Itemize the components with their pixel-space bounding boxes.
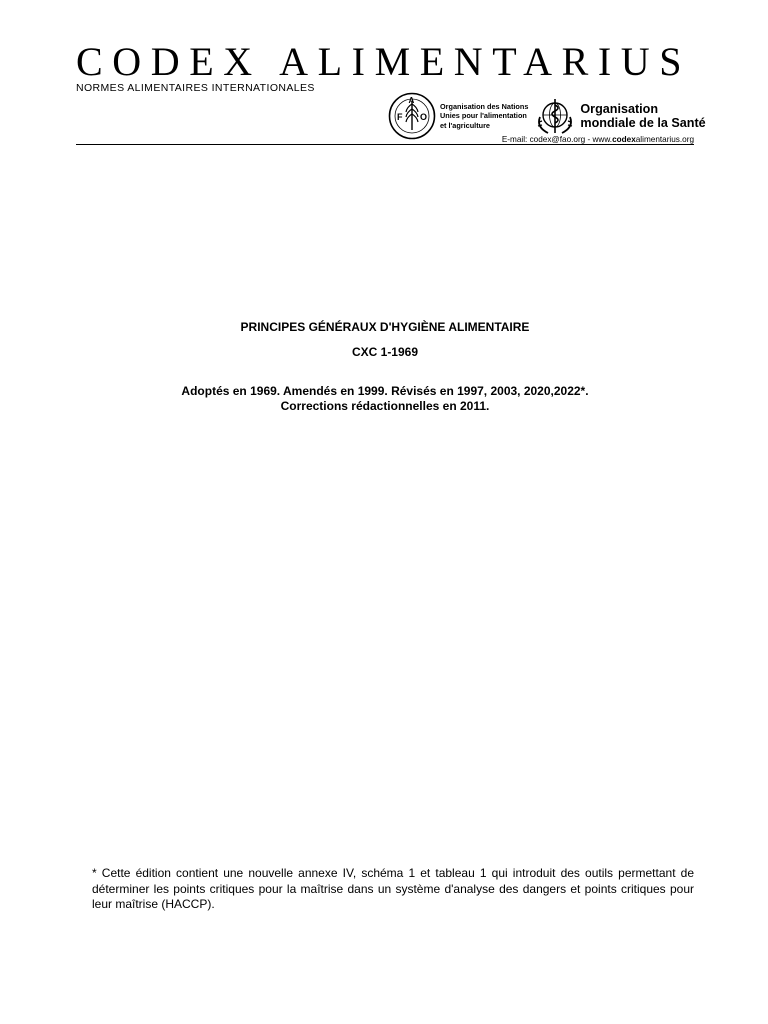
contact-website-bold: codex: [612, 135, 636, 144]
header-divider: [76, 144, 694, 145]
edition-footnote: * Cette édition contient une nouvelle annexe IV, schéma 1 et tableau 1 qui introduit des outils permettant de déterminer les points critiques pour la maîtrise dans un système d'analyse des dangers et points critiques pour leur maîtrise (HACCP).: [92, 866, 694, 911]
who-name: [580, 102, 705, 130]
fao-name-line: Unies pour l'alimentation: [440, 111, 527, 121]
fao-letter-o: O: [420, 112, 428, 122]
masthead-title: CODEX ALIMENTARIUS: [76, 39, 692, 84]
masthead-subtitle: NORMES ALIMENTAIRES INTERNATIONALES: [76, 82, 315, 94]
fao-name-line: et l'agriculture: [440, 120, 490, 130]
contact-line: [502, 135, 694, 144]
fao-emblem-icon: [388, 92, 436, 140]
contact-email: E-mail: codex@fao.org - www.: [501, 135, 613, 144]
fao-name-line: Organisation des Nations: [440, 102, 529, 112]
contact-website-rest: alimentarius.org: [635, 135, 694, 144]
document-title: PRINCIPES GÉNÉRAUX D'HYGIÈNE ALIMENTAIRE: [240, 320, 530, 334]
adoption-history: Adoptés en 1969. Amendés en 1999. Révisés en 1997, 2003, 2020,2022*.: [181, 384, 589, 398]
who-emblem-icon: [534, 95, 576, 137]
fao-letter-a: A: [408, 96, 415, 105]
document-code: CXC 1-1969: [351, 345, 419, 359]
who-name-line: mondiale de la Santé: [580, 116, 706, 130]
fao-name: [440, 102, 528, 130]
organization-logos: [388, 92, 706, 140]
who-name-line: Organisation: [580, 102, 659, 116]
fao-letter-f: F: [397, 112, 403, 122]
title-block: [76, 319, 694, 414]
editorial-corrections: Corrections rédactionnelles en 2011.: [280, 399, 490, 413]
